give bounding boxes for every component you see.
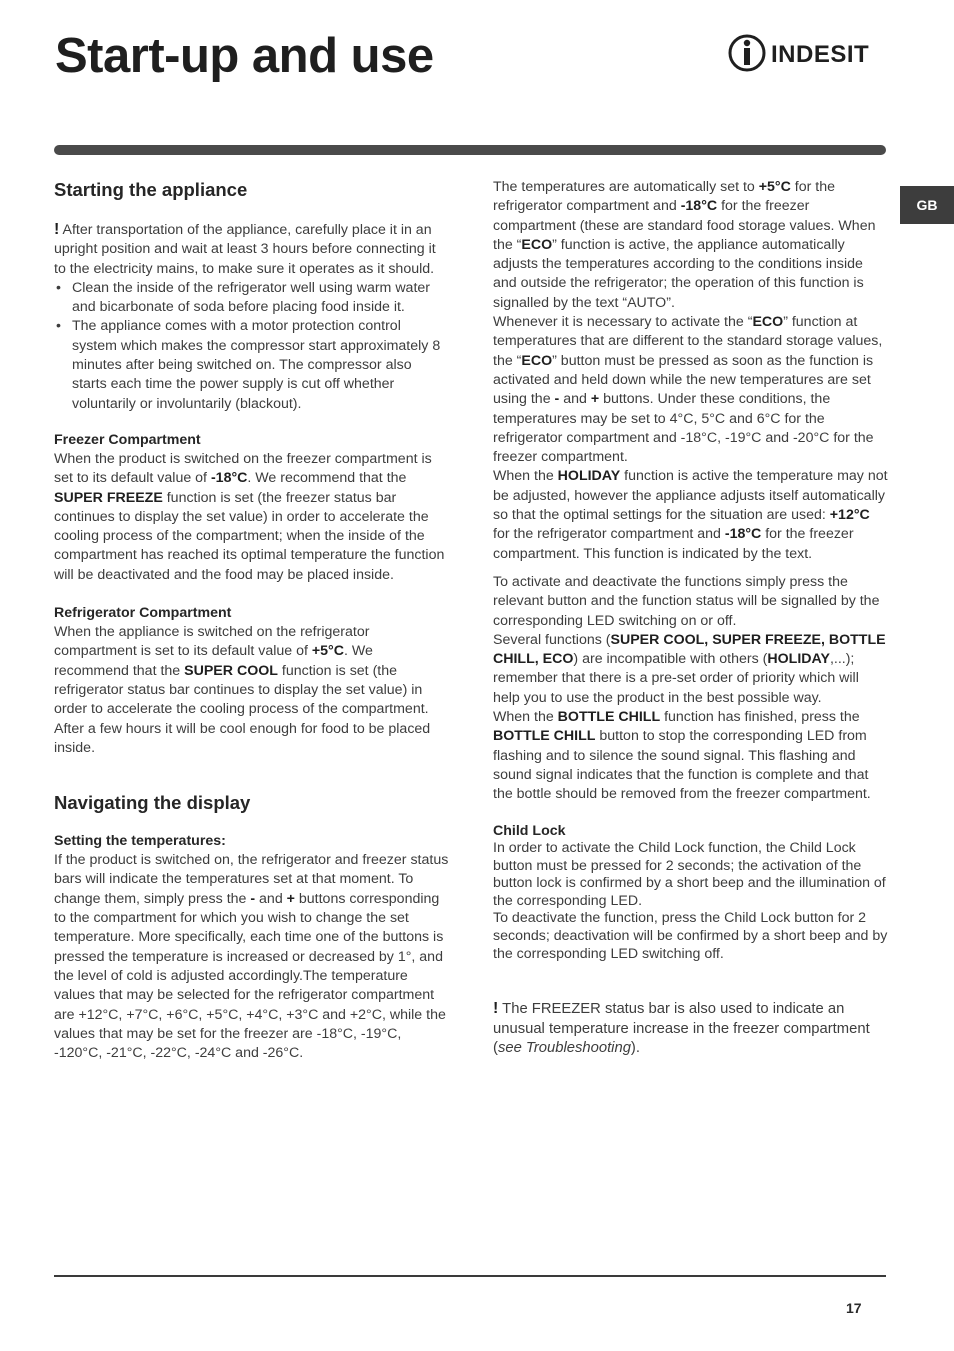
warning-mark: ! [54, 221, 60, 238]
bottle-chill-paragraph: When the BOTTLE CHILL function has finished, press the BOTTLE CHILL button to stop the corresponding LED from flashing and to silence the sound signal. This flashing and sound signal indicates that the function is complete and that the bottle should be removed from the freezer compartment. [493, 709, 871, 803]
starting-bullets [54, 279, 449, 414]
section-heading-navigating: Navigating the display [54, 792, 251, 814]
subheading-child-lock: Child Lock [493, 822, 566, 839]
refrigerator-paragraph: When the appliance is switched on the refrigerator compartment is set to its default value of +5°C. We recommend that the SUPER COOL function is set (the refrigerator status bar continues to display the set value) in order to accelerate the cooling process of the compartment. After a few hours it will be cool enough for food to be placed inside. [54, 624, 431, 756]
child-lock-deactivate-paragraph: To deactivate the function, press the Child Lock button for 2 seconds; deactivation will be confirmed by a short beep and by the corresponding LED switching off. [493, 910, 888, 962]
page-number: 17 [846, 1300, 862, 1316]
list-item: • The appliance comes with a motor protection control system which makes the compressor start approximately 8 minutes after being switched on. The compressor also starts each time the power supply is cut off whether voluntarily or involuntarily (blackout). [54, 317, 449, 413]
auto-temperature-paragraph: The temperatures are automatically set to +5°C for the refrigerator compartment and -18°C for the freezer compartment (these are standard food storage values. When the “ECO” function is active, the appliance automatically adjusts the temperatures according to the conditions inside and outside the refrigerator; the operation of this function is signalled by the text “AUTO”. [493, 179, 876, 311]
language-tab: GB [900, 186, 954, 224]
intro-paragraph [54, 220, 449, 279]
holiday-paragraph: When the HOLIDAY function is active the temperature may not be adjusted, however the appliance adjusts itself automatically so that the optimal settings for the situation are used: +12°C for the refrigerator compartment and -18°C for the freezer compartment. This function is indicated by the text. [493, 468, 888, 562]
section-heading-starting: Starting the appliance [54, 179, 248, 200]
subheading-freezer: Freezer Compartment [54, 431, 201, 448]
eco-paragraph: Whenever it is necessary to activate the “ECO” function at temperatures that are different to the standard storage values, the “ECO” button must be pressed as soon as the function is activated and held down while the new temperatures are set using the - and + buttons. Under these conditions, the temperatures may be set to 4°C, 5°C and 6°C for the refrigerator compartment and -18°C, -19°C and -20°C for the freezer compartment. [493, 314, 883, 466]
right-column [493, 178, 888, 1059]
list-item: • Clean the inside of the refrigerator well using warm water and bicarbonate of soda before placing food inside it. [54, 279, 449, 318]
activate-functions-paragraph: To activate and deactivate the functions simply press the relevant button and the function status will be signalled by the corresponding LED switching on or off. [493, 573, 880, 629]
temperatures-paragraph: If the product is switched on, the refrigerator and freezer status bars will indicate the temperatures set at that moment. To change them, simply press the - and + buttons corresponding to the compartment for which you wish to change the set temperature. More specifically, each time one of the buttons is pressed the temperature is increased or decreased by 1°, and the level of cold is adjusted accordingly.The temperature values that may be selected for the refrigerator compartment are +12°C, +7°C, +6°C, +5°C, +4°C, +3°C and +2°C, while the values that may be set for the freezer are -18°C, -19°C, -120°C, -21°C, -22°C, -24°C and -26°C. [54, 852, 449, 1062]
subheading-setting-temperatures: Setting the temperatures: [54, 833, 226, 850]
header-divider-bar [54, 145, 886, 155]
page-title: Start-up and use [55, 29, 434, 83]
child-lock-activate-paragraph: In order to activate the Child Lock function, the Child Lock button must be pressed for 2 seconds; the activation of the button lock is confirmed by a short beep and the illumination of the corresponding LED. [493, 840, 886, 909]
intro-text: After transportation of the appliance, carefully place it in an upright position and wait at least 3 hours before connecting it to the electricity mains, to make sure it operates as it should. [54, 222, 436, 277]
incompatible-functions-paragraph: Several functions (SUPER COOL, SUPER FREEZE, BOTTLE CHILL, ECO) are incompatible with others (HOLIDAY,...); remember that there is a pre-set order of priority which will help you to use the product in the best possible way. [493, 631, 886, 706]
freezer-status-note: ! The FREEZER status bar is also used to indicate an unusual temperature increase in the freezer compartment (see Troubleshooting). [493, 1000, 870, 1057]
subheading-refrigerator: Refrigerator Compartment [54, 605, 232, 622]
child-lock-section [493, 823, 888, 964]
warning-mark: ! [493, 1000, 499, 1018]
brand-text: INDESIT [771, 41, 870, 68]
footer-divider [54, 1275, 886, 1277]
left-column [54, 178, 449, 1063]
indesit-logo [727, 33, 887, 73]
freezer-paragraph: When the product is switched on the freezer compartment is set to its default value of -18°C. We recommend that the SUPER FREEZE function is set (the freezer status bar continues to display the set value) in order to accelerate the cooling process of the compartment; when the inside of the compartment has reached its optimal temperature the function will be deactivated and the food may be placed inside. [54, 450, 445, 583]
